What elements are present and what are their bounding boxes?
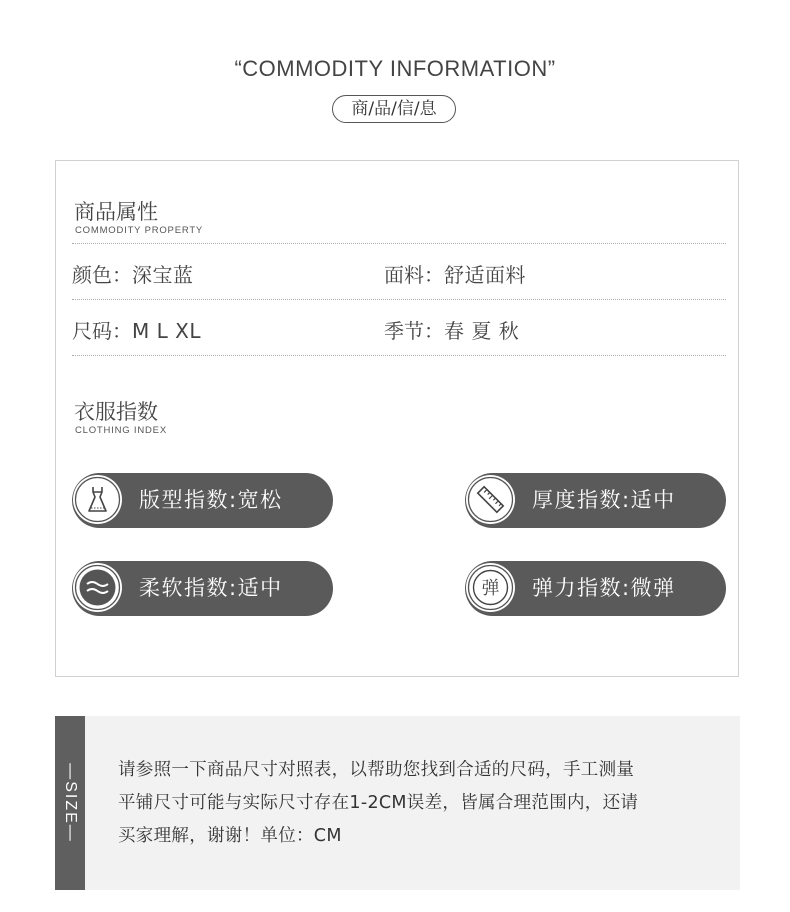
size-side-label: —SIZE— [62, 763, 79, 843]
index-pill-softness [72, 561, 333, 616]
index-label: 弹力指数:微弹 [532, 576, 676, 600]
index-pill-fit [72, 473, 333, 528]
attr-season [384, 315, 519, 344]
size-note-text [118, 754, 718, 853]
attr-value: 春 夏 秋 [444, 319, 520, 343]
size-note-line: 请参照一下商品尺寸对照表，以帮助您找到合适的尺码，手工测量 [118, 760, 635, 780]
index-label: 厚度指数:适中 [532, 488, 676, 512]
property-heading: 商品属性 [74, 200, 158, 224]
elastic-icon-char: 弹 [481, 578, 500, 599]
dress-icon [73, 475, 122, 524]
size-note [55, 716, 740, 890]
attr-label: 颜色： [72, 263, 132, 287]
index-label: 版型指数:宽松 [139, 488, 283, 512]
ruler-icon [466, 475, 515, 524]
index-pill-elasticity [465, 561, 726, 616]
section-title-cn: 商/品/信/息 [332, 95, 456, 123]
commodity-info-card [55, 160, 739, 677]
attr-fabric [384, 259, 526, 288]
size-note-line: 平铺尺寸可能与实际尺寸存在1-2CM误差，皆属合理范围内，还请 [118, 793, 639, 813]
attr-value: M L XL [132, 319, 201, 343]
size-side-bar [55, 716, 85, 890]
index-heading: 衣服指数 [74, 400, 158, 424]
attr-size [72, 315, 201, 344]
size-note-line: 买家理解，谢谢！单位：CM [118, 826, 342, 846]
divider [72, 355, 726, 356]
divider [72, 243, 726, 244]
index-subheading: CLOTHING INDEX [75, 425, 167, 436]
waves-icon [73, 563, 122, 612]
attr-value: 深宝蓝 [132, 263, 194, 287]
elastic-icon [466, 563, 515, 612]
divider [72, 299, 726, 300]
attr-label: 尺码： [72, 319, 132, 343]
attr-label: 季节： [384, 319, 444, 343]
attr-color [72, 259, 194, 288]
attr-value: 舒适面料 [444, 263, 526, 287]
attr-label: 面料： [384, 263, 444, 287]
index-label: 柔软指数:适中 [139, 576, 283, 600]
section-title-en: “COMMODITY INFORMATION” [234, 56, 556, 81]
index-pill-thickness [465, 473, 726, 528]
property-subheading: COMMODITY PROPERTY [75, 225, 204, 236]
